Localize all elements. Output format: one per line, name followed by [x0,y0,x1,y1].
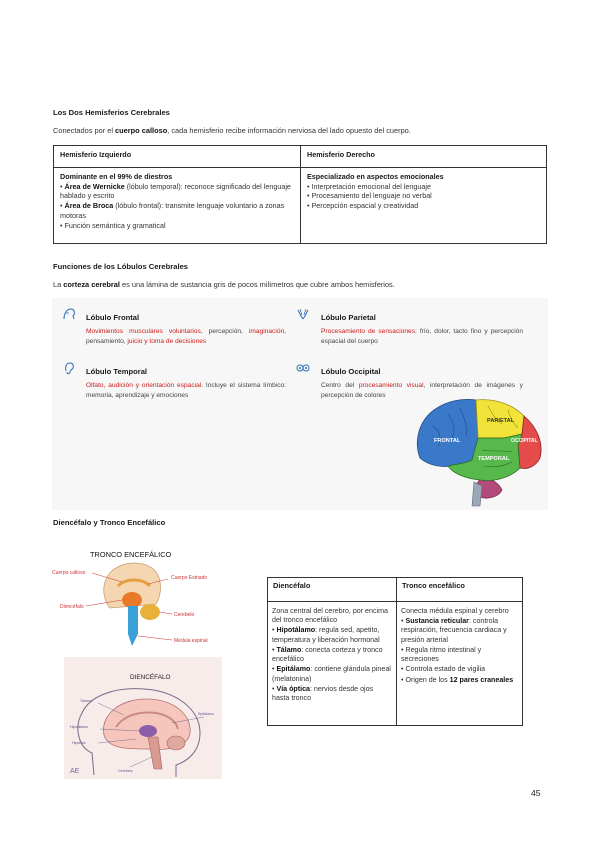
right-hemisphere-cell: Especializado en aspectos emocionales • Interpretación emocional del lenguaje • Procesamiento del lenguaje no verbal • Percepción espacial y creatividad [301,168,547,244]
label-corpus-callosum: Cuerpo calloso [52,570,86,576]
figure-mark: AE [70,768,80,775]
left-hemisphere-cell: Dominante en el 99% de diestros • Área de Wernicke (lóbulo temporal): reconoce significado del lenguaje hablado y escrito • Área de Broca (lóbulo frontal): transmite lenguaje voluntario a zonas motoras • Función semántica y gramatical [54,168,301,244]
brainstem-figure-title: TRONCO ENCEFÁLICO [90,550,172,559]
label-striatum: Cuerpo Estriado [171,575,208,581]
dienc-label-3: Hipófisis [72,741,86,745]
frontal-lobe-title: Lóbulo Frontal [86,313,140,322]
brain-lobes-illustration [412,386,548,510]
hemispheres-intro: Conectados por el cuerpo calloso, cada hemisferio recibe información nerviosa del lado opuesto del cuerpo. [53,126,411,135]
hands-icon [296,307,310,321]
brainstem-figure [52,546,228,650]
diencephalon-figure-title: DIENCÉFALO [130,674,171,681]
label-cerebellum: Cerebelo [174,612,195,618]
brainstem-header: Tronco encefálico [397,578,523,602]
diencephalon-header: Diencéfalo [268,578,397,602]
section-heading-lobes: Funciones de los Lóbulos Cerebrales [53,262,189,271]
diencephalon-figure [64,657,222,779]
hemispheres-table [53,145,547,244]
ear-icon [62,361,76,375]
brain-label-frontal: FRONTAL [434,438,461,444]
label-diencephalon: Diencéfalo [60,604,84,610]
eyes-icon [296,361,310,375]
occipital-lobe-title: Lóbulo Occipital [321,367,381,376]
diencephalon-cell: Zona central del cerebro, por encima del tronco encefálico • Hipotálamo: regula sed, apetito, temperatura y liberación hormonal • Tálamo: conecta corteza y tronco encefálico • Epitálamo: contiene glándula pineal (melatonina) • Vía óptica: nervios desde ojos hasta tronco [268,602,397,726]
occipital-lobe-text: Centro del procesamiento visual, interpretación de imágenes y percepción de colores [321,382,523,400]
section-heading-hemispheres: Los Dos Hemisferios Cerebrales [53,108,170,117]
dienc-label-4: Epitálamo [198,712,214,716]
head-profile-icon [62,307,76,321]
right-hemisphere-header: Hemisferio Derecho [301,146,547,168]
brain-label-occipital: OCCIPITAL [511,438,538,444]
lobes-intro: La corteza cerebral es una lámina de sustancia gris de pocos milímetros que cubre ambos hemisferios. [53,280,395,289]
left-hemisphere-header: Hemisferio Izquierdo [54,146,301,168]
section-heading-diencephalon: Diencéfalo y Tronco Encefálico [53,518,166,527]
dienc-label-2: Hipotálamo [70,725,89,729]
label-spinal-cord: Médula espinal [174,638,208,644]
page-number: 45 [531,788,541,798]
temporal-lobe-title: Lóbulo Temporal [86,367,148,376]
diencephalon-table [267,577,523,726]
brain-label-temporal: TEMPORAL [478,456,510,462]
frontal-lobe-text: Movimientos musculares voluntarios, percepción, imaginación, pensamiento, juicio y toma de decisiones [86,328,286,346]
brain-label-parietal: PARIETAL [487,418,515,424]
parietal-lobe-title: Lóbulo Parietal [321,313,376,322]
dienc-label-1: Tálamo [80,699,92,703]
brainstem-cell: Conecta médula espinal y cerebro • Sustancia reticular: controla respiración, frecuencia cardiaca y presión arterial • Regula ritmo intestinal y secreciones • Controla estado de vigilia • Origen de los 12 pares craneales [397,602,523,726]
dienc-label-5: Cerebelo [118,769,133,773]
lobes-panel [52,298,548,510]
temporal-lobe-text: Olfato, audición y orientación espacial. Incluye el sistema límbico: memoria, aprendizaje y emociones [86,382,286,400]
parietal-lobe-text: Procesamiento de sensaciones: frío, dolor, tacto fino y percepción espacial del cuerpo [321,328,523,346]
